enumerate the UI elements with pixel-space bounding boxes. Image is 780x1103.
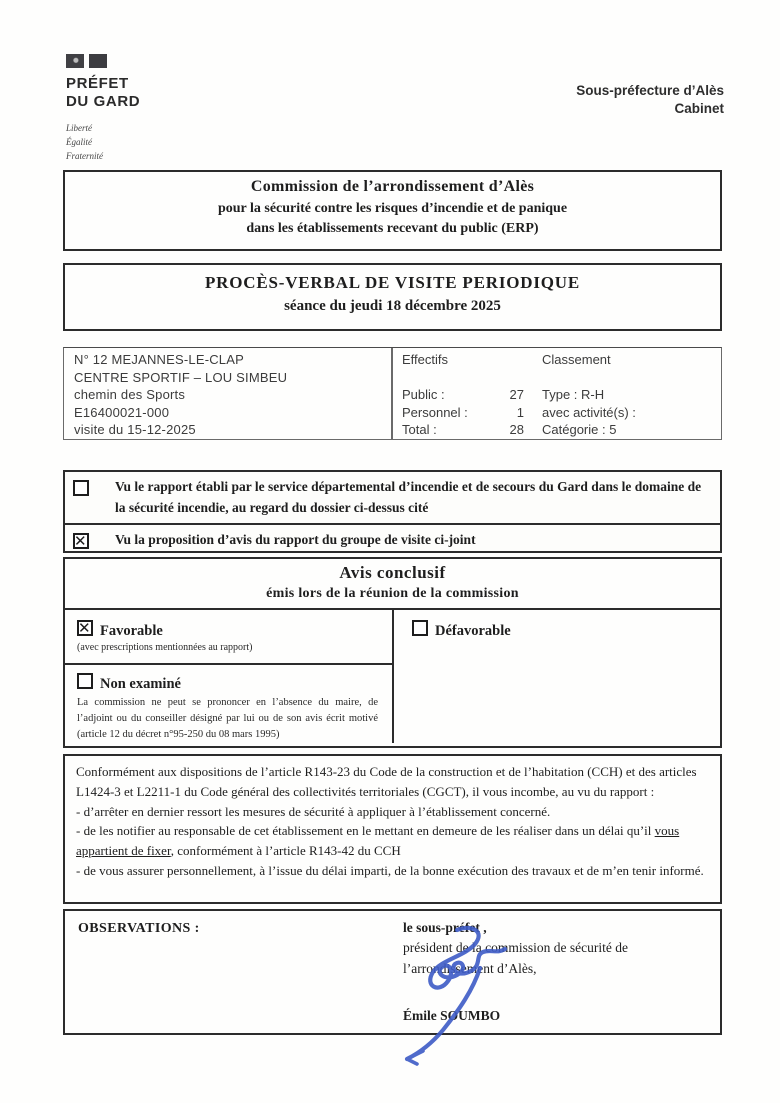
non-examine-note: La commission ne peut se prononcer en l’absence du maire, de l’adjoint ou du conseiller désigné par lui ou de son avis écrit motivé (article 12 du décret n°95-250 du 08 mars 1995) [77,697,378,740]
non-examine-choice [77,673,378,693]
signatory-block [403,918,628,1026]
legal-item-1: - d’arrêter en dernier ressort les mesures de sécurité à appliquer à l’établissement concerné. [76,803,551,819]
vu-rapport-checkbox [73,480,89,496]
non-examine-checkbox [77,673,93,689]
legal-item-2-underlined: vous appartient de fixer [76,823,680,858]
favorable-note: (avec prescriptions mentionnées au rapport) [77,642,253,653]
legal-item-2 [76,821,709,861]
non-examine-label: Non examiné [100,676,181,692]
vu-rapport-text: Vu le rapport établi par le service départemental d’incendie et de secours du Gard dans le domaine de la sécurité incendie, au regard du dossier ci-dessus cité [115,479,702,515]
observations-box [63,909,722,1035]
effectifs-total-value: 28 [509,422,524,437]
favorable-label: Favorable [100,623,163,639]
establishment-name: CENTRE SPORTIF – LOU SIMBEU [74,369,288,385]
session-date: séance du jeudi 18 décembre 2025 [284,298,501,314]
avis-header [65,559,720,610]
office-unit: Cabinet [674,101,724,117]
defavorable-label: Défavorable [435,623,511,639]
commission-title-box [63,170,722,251]
effectifs-personnel-label: Personnel : [402,404,468,420]
spacer [402,369,524,387]
signature-stroke-flick [407,1051,423,1064]
classement-header: Classement [542,352,611,367]
prefet-line2: DU GARD [66,93,141,110]
motto-fraternite: Fraternité [66,150,103,161]
establishment-address: chemin des Sports [74,387,186,402]
avis-favorable-cell [65,610,392,665]
effectifs-total-label: Total : [402,422,437,437]
avis-subtitle: émis lors de la réunion de la commission [266,586,519,601]
commission-line2: pour la sécurité contre les risques d’incendie et de panique [217,201,568,216]
flag-left-block-icon [66,54,84,68]
signatory-title: le sous-préfet , [403,920,487,935]
vu-statement-row-2 [65,525,720,555]
effectifs-public-label: Public : [402,387,445,402]
effectifs-header: Effectifs [402,352,449,367]
pv-title-box [63,263,722,331]
prefet-line1: PRÉFET [66,75,129,92]
motto-egalite: Égalité [66,136,92,147]
classement-type: Type : R-H [542,387,605,402]
republic-motto [66,122,140,164]
establishment-details [74,351,287,439]
establishment-info-table [63,347,722,440]
legal-item-2-pre: - de les notifier au responsable de cet établissement en le mettant en demeure de les réaliser dans un délai qu’il [76,823,655,839]
french-flag-marianne-icon [66,54,140,68]
establishment-code: E16400021-000 [74,404,170,420]
avis-grid [65,610,720,743]
vu-statements-box [63,470,722,553]
vu-proposition-checkbox [73,533,89,549]
effectifs-personnel-value: 1 [516,404,524,420]
avis-title: Avis conclusif [339,563,446,582]
legal-paragraph-box [63,754,722,904]
classement-activity: avec activité(s) : [542,404,636,420]
table-divider [391,348,393,439]
avis-defavorable-cell [394,610,511,640]
favorable-checkbox [77,620,93,636]
legal-intro: Conformément aux dispositions de l’article R143-23 du Code de la construction et de l’habitation (CCH) et des articles L1424-3 et L2211-1 du Code général des collectivités territoriales (CGCT), il vous incombe, au vu du rapport : [76,764,697,799]
office-name: Sous-préfecture d’Alès [576,83,724,98]
effectifs-row-personnel [402,404,524,422]
prefecture-logo [66,54,140,164]
effectifs-row-public [402,386,524,404]
effectifs-public-value: 27 [509,387,524,402]
establishment-number-city: N° 12 MEJANNES-LE-CLAP [74,352,244,367]
signatory-name: Émile SOUMBO [403,1007,501,1023]
visit-date: visite du 15-12-2025 [74,422,196,437]
favorable-choice [77,620,382,640]
vu-proposition-text: Vu la proposition d’avis du rapport du groupe de visite ci-joint [115,531,476,547]
prefet-title [66,75,140,111]
avis-non-examine-cell [65,665,392,742]
legal-item-3: - de vous assurer personnellement, à l’issue du délai imparti, de la bonne exécution des travaux et de m’en tenir informé. [76,862,704,878]
defavorable-choice [412,620,511,640]
commission-line3: dans les établissements recevant du public (ERP) [246,221,539,236]
classement-category: Catégorie : 5 [542,422,617,437]
commission-line1: Commission de l’arrondissement d’Alès [250,178,535,195]
flag-right-block-icon [89,54,107,68]
classement-column [542,351,636,439]
motto-liberte: Liberté [66,123,92,133]
spacer [542,369,636,387]
effectifs-column [402,351,524,439]
defavorable-checkbox [412,620,428,636]
avis-conclusif-box [63,557,722,748]
vu-statement-row-1 [65,472,720,525]
signatory-role-1: président de la commission de sécurité de [403,940,628,956]
issuing-office [576,82,724,118]
effectifs-row-total [402,421,524,439]
signatory-role-2: l’arrondissement d’Alès, [403,960,537,976]
legal-item-2-post: , conformément à l’article R143-42 du CCH [170,843,401,858]
observations-label: OBSERVATIONS : [78,921,200,936]
document-title: PROCÈS-VERBAL DE VISITE PERIODIQUE [205,273,580,292]
